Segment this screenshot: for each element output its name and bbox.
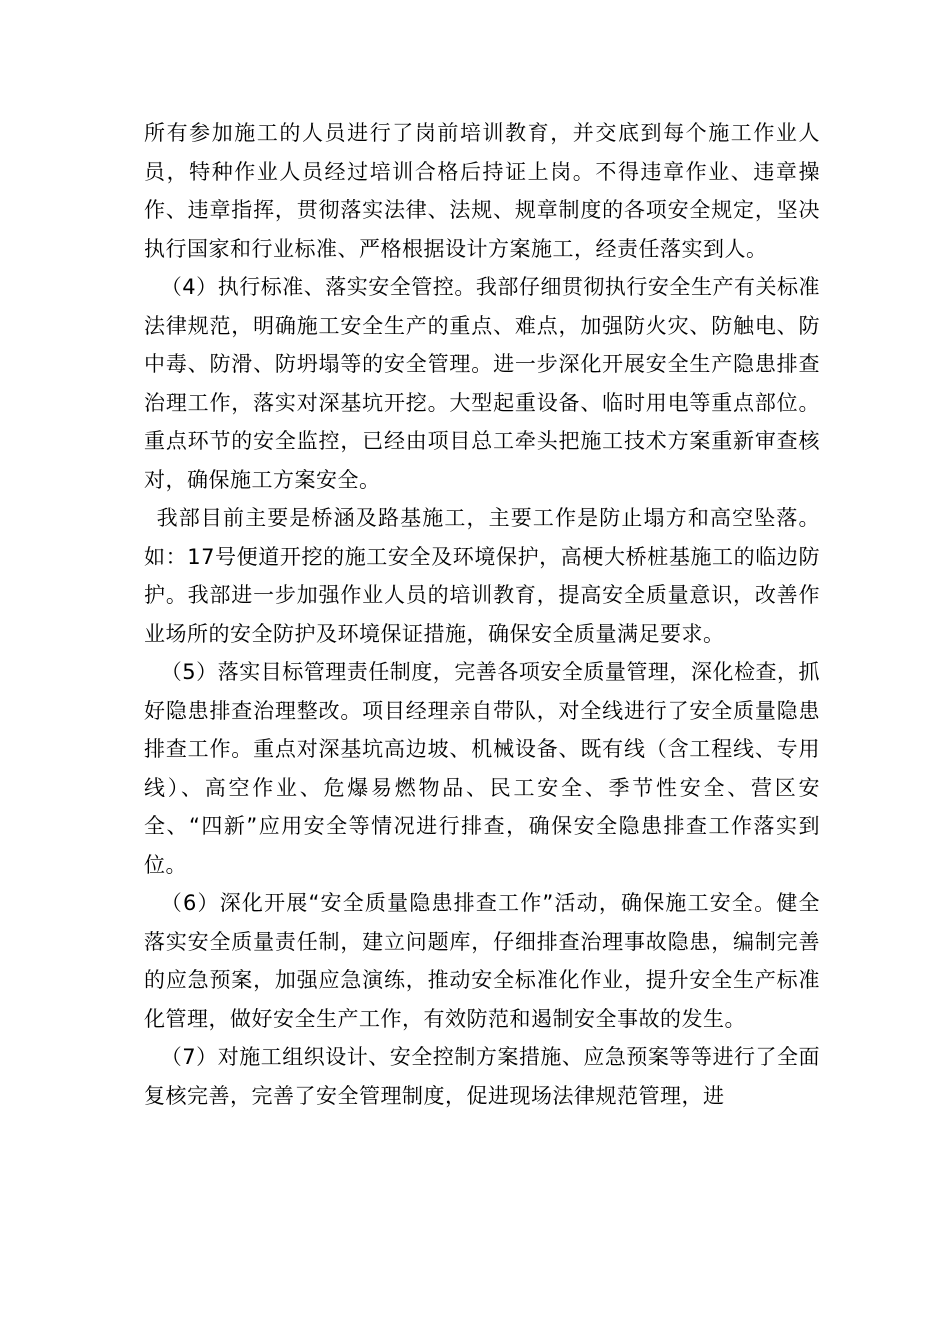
document-page <box>144 114 820 1115</box>
paragraph-item-4: （4）执行标准、落实安全管控。我部仔细贯彻执行安全生产有关标准法律规范，明确施工安全生产的重点、难点，加强防火灾、防触电、防中毒、防滑、防坍塌等的安全管理。进一步深化开展安全生产隐患排查治理工作，落实对深基坑开挖。大型起重设备、临时用电等重点部位。重点环节的安全监控，已经由项目总工牵头把施工技术方案重新审查核对，确保施工方案安全。 <box>144 275 820 492</box>
paragraph-item-5: （5）落实目标管理责任制度，完善各项安全质量管理，深化检查，抓好隐患排查治理整改。项目经理亲自带队，对全线进行了安全质量隐患排查工作。重点对深基坑高边坡、机械设备、既有线（含工程线、专用线）、高空作业、危爆易燃物品、民工安全、季节性安全、营区安全、“四新”应用安全等情况进行排查，确保安全隐患排查工作落实到位。 <box>144 660 820 877</box>
paragraph-training: 所有参加施工的人员进行了岗前培训教育，并交底到每个施工作业人员，特种作业人员经过培训合格后持证上岗。不得违章作业、违章操作、违章指挥，贯彻落实法律、法规、规章制度的各项安全规定，坚决执行国家和行业标准、严格根据设计方案施工，经责任落实到人。 <box>144 121 820 261</box>
paragraph-item-7: （7）对施工组织设计、安全控制方案措施、应急预案等等进行了全面复核完善，完善了安全管理制度，促进现场法律规范管理，进 <box>144 1045 820 1108</box>
paragraph-item-6: （6）深化开展“安全质量隐患排查工作”活动，确保施工安全。健全落实安全质量责任制，建立问题库，仔细排查治理事故隐患，编制完善的应急预案，加强应急演练，推动安全标准化作业，提升安全生产标准化管理，做好安全生产工作，有效防范和遏制安全事故的发生。 <box>144 891 820 1031</box>
paragraph-current-work: 我部目前主要是桥涵及路基施工，主要工作是防止塌方和高空坠落。如：17号便道开挖的施工安全及环境保护，高梗大桥桩基施工的临边防护。我部进一步加强作业人员的培训教育，提高安全质量意识，改善作业场所的安全防护及环境保证措施，确保安全质量满足要求。 <box>144 506 820 646</box>
